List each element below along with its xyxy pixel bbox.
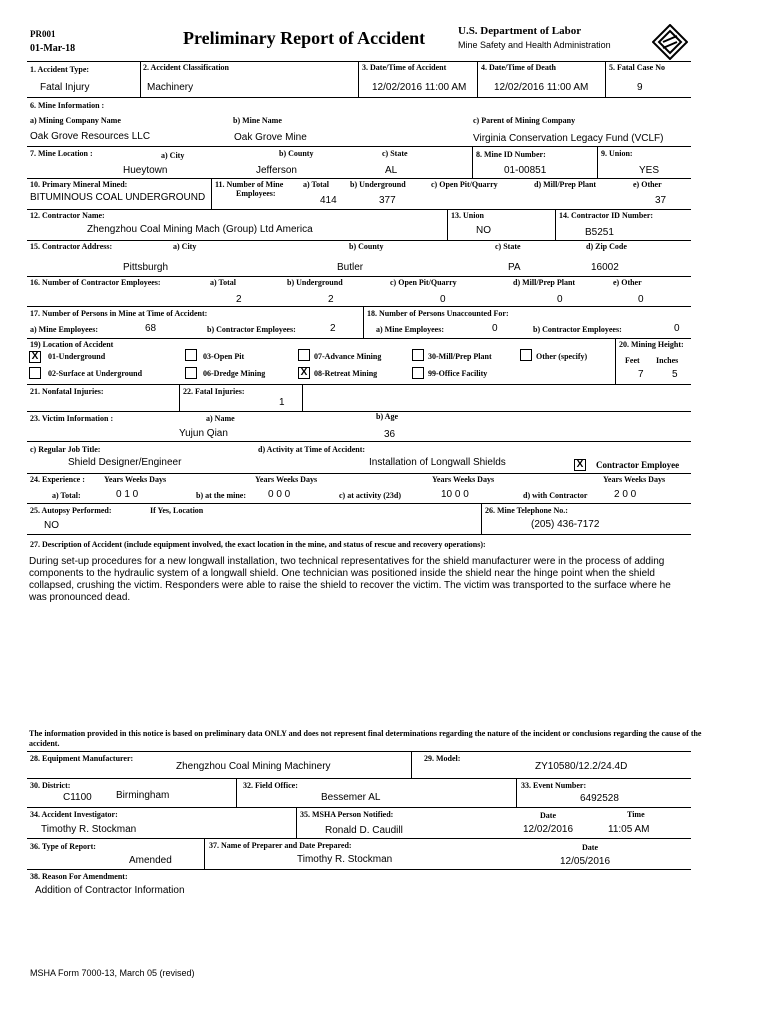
report-type-label: 36. Type of Report: <box>30 842 96 851</box>
model-value: ZY10580/12.2/24.4D <box>535 761 628 772</box>
c-zip-label: d) Zip Code <box>586 242 627 251</box>
fatal-injuries-label: 22. Fatal Injuries: <box>183 387 245 396</box>
event-number-label: 33. Event Number: <box>521 781 587 790</box>
emp-total-label: a) Total <box>303 180 330 189</box>
page-title: Preliminary Report of Accident <box>183 28 426 48</box>
accident-type-value: Fatal Injury <box>40 82 90 93</box>
c-mill-value: 0 <box>557 294 563 305</box>
parent-company-value: Virginia Conservation Legacy Fund (VCLF) <box>473 133 664 144</box>
mine-name-value: Oak Grove Mine <box>234 132 307 143</box>
loc-other-label: Other (specify) <box>536 352 588 361</box>
exp-mine-label: b) at the mine: <box>196 491 246 500</box>
accident-description: During set-up procedures for a new longwall installation, two technical representatives for the shield manufacturer were in the process of adding components to the hydraulic system of a longwall shield. One technician was positioned inside the shield near the hinge point when the shield collapsed, crushing the victim. Responders were able to raise the shield to recover the victim. The victim was transported to the surface where he was pronounced dead. <box>29 556 671 603</box>
loc-surface-label: 02-Surface at Underground <box>48 369 143 378</box>
loc-office-label: 99-Office Facility <box>428 369 488 378</box>
preparer-label: 37. Name of Preparer and Date Prepared: <box>209 841 352 850</box>
notified-time-value: 11:05 AM <box>608 824 650 835</box>
contractor-name-label: 12. Contractor Name: <box>30 211 105 220</box>
msha-person-label: 35. MSHA Person Notified: <box>300 810 394 819</box>
unacc-emp-value: 0 <box>492 323 498 334</box>
experience-label: 24. Experience : <box>30 475 85 484</box>
msha-person-value: Ronald D. Caudill <box>325 825 403 836</box>
loc-underground-checkbox[interactable]: X <box>29 351 41 363</box>
disclaimer-note: The information provided in this notice is based on preliminary data ONLY and does not represent final determinations regarding the nature of the incident or conclusions regarding the cause of the accident. <box>29 729 702 748</box>
district-label: 30. District: <box>30 781 71 790</box>
agency-subtitle: Mine Safety and Health Administration <box>458 40 611 50</box>
contractor-address-label: 15. Contractor Address: <box>30 242 113 251</box>
c-openpit-value: 0 <box>440 294 446 305</box>
accident-type-label: 1. Accident Type: <box>30 65 90 74</box>
unacc-contr-value: 0 <box>674 323 680 334</box>
inches-label: Inches <box>656 356 679 365</box>
loc-retreat-checkbox[interactable]: X <box>298 367 310 379</box>
mine-ywd-header: Years Weeks Days <box>255 475 318 484</box>
exp-mine-value: 0 0 0 <box>268 489 291 500</box>
notified-date-label: Date <box>540 811 556 820</box>
investigator-value: Timothy R. Stockman <box>41 824 137 835</box>
amend-reason-value: Addition of Contractor Information <box>35 885 185 896</box>
persons-in-mine-label: 17. Number of Persons in Mine at Time of Accident: <box>30 309 208 318</box>
activity-label: d) Activity at Time of Accident: <box>258 445 366 454</box>
num-employees-label-2: Employees: <box>236 189 276 198</box>
form-code: PR001 <box>30 29 56 39</box>
unacc-emp-label: a) Mine Employees: <box>376 325 444 334</box>
job-title-label: c) Regular Job Title: <box>30 445 101 454</box>
in-mine-emp-label: a) Mine Employees: <box>30 325 98 334</box>
mine-id-value: 01-00851 <box>504 165 547 176</box>
job-title-value: Shield Designer/Engineer <box>68 457 182 468</box>
district-code-value: C1100 <box>63 792 92 803</box>
c-mill-label: d) Mill/Prep Plant <box>513 278 576 287</box>
loc-advance-label: 07-Advance Mining <box>314 352 382 361</box>
accident-datetime-value: 12/02/2016 11:00 AM <box>372 82 467 93</box>
persons-unaccounted-label: 18. Number of Persons Unaccounted For: <box>367 309 509 318</box>
loc-dredge-checkbox[interactable] <box>185 367 197 379</box>
mine-phone-label: 26. Mine Telephone No.: <box>485 506 568 515</box>
mining-company-value: Oak Grove Resources LLC <box>30 131 151 142</box>
report-type-value: Amended <box>129 855 172 866</box>
c-total-value: 2 <box>236 294 242 305</box>
loc-mill-checkbox[interactable] <box>412 349 424 361</box>
total-ywd-header: Years Weeks Days <box>104 475 167 484</box>
fatal-case-value: 9 <box>637 82 643 93</box>
c-city-value: Pittsburgh <box>123 262 169 273</box>
exp-contractor-value: 2 0 0 <box>614 489 637 500</box>
c-state-label: c) State <box>495 242 521 251</box>
emp-other-value: 37 <box>655 195 667 206</box>
location-of-accident-label: 19) Location of Accident <box>30 340 114 349</box>
c-other-value: 0 <box>638 294 644 305</box>
manufacturer-label: 28. Equipment Manufacturer: <box>30 754 134 763</box>
emp-other-label: e) Other <box>633 180 662 189</box>
emp-ug-value: 377 <box>379 195 396 206</box>
in-mine-emp-value: 68 <box>145 323 157 334</box>
classification-label: 2. Accident Classification <box>143 63 229 72</box>
county-value: Jefferson <box>256 165 297 176</box>
loc-other-checkbox[interactable] <box>520 349 532 361</box>
notified-time-label: Time <box>627 810 645 819</box>
victim-name-value: Yujun Qian <box>179 428 228 439</box>
c-county-label: b) County <box>349 242 384 251</box>
form-date: 01-Mar-18 <box>30 43 76 54</box>
in-mine-contr-value: 2 <box>330 323 336 334</box>
contractor-employees-label: 16. Number of Contractor Employees: <box>30 278 161 287</box>
c-openpit-label: c) Open Pit/Quarry <box>390 278 457 287</box>
emp-total-value: 414 <box>320 195 337 206</box>
exp-contractor-label: d) with Contractor <box>523 491 588 500</box>
model-label: 29. Model: <box>424 754 461 763</box>
mine-location-label: 7. Mine Location : <box>30 149 93 158</box>
autopsy-location-label: If Yes, Location <box>150 506 204 515</box>
autopsy-label: 25. Autopsy Performed: <box>30 506 112 515</box>
num-employees-label: 11. Number of Mine <box>215 180 284 189</box>
mine-info-label: 6. Mine Information : <box>30 101 105 110</box>
contractor-union-value: NO <box>476 225 491 236</box>
c-county-value: Butler <box>337 262 364 273</box>
district-name-value: Birmingham <box>116 790 170 801</box>
autopsy-value: NO <box>44 520 59 531</box>
loc-underground-label: 01-Underground <box>48 352 106 361</box>
exp-activity-value: 10 0 0 <box>441 489 469 500</box>
contractor-name-value: Zhengzhou Coal Mining Mach (Group) Ltd America <box>87 224 313 235</box>
field-office-label: 32. Field Office: <box>243 781 298 790</box>
mining-height-label: 20. Mining Height: <box>619 340 684 349</box>
state-label: c) State <box>382 149 408 158</box>
loc-advance-checkbox[interactable] <box>298 349 310 361</box>
state-value: AL <box>385 165 398 176</box>
emp-openpit-label: c) Open Pit/Quarry <box>431 180 498 189</box>
height-feet-value: 7 <box>638 369 644 380</box>
contractor-id-value: B5251 <box>585 227 614 238</box>
union-value: YES <box>639 165 660 176</box>
emp-mill-label: d) Mill/Prep Plant <box>534 180 597 189</box>
notified-date-value: 12/02/2016 <box>523 824 574 835</box>
city-label: a) City <box>161 151 185 160</box>
emp-ug-label: b) Underground <box>350 180 406 189</box>
prepared-date-value: 12/05/2016 <box>560 856 611 867</box>
mineral-label: 10. Primary Mineral Mined: <box>30 180 128 189</box>
c-ug-value: 2 <box>328 294 334 305</box>
victim-age-label: b) Age <box>376 412 398 421</box>
c-zip-value: 16002 <box>591 262 619 273</box>
loc-office-checkbox[interactable] <box>412 367 424 379</box>
loc-openpit-checkbox[interactable] <box>185 349 197 361</box>
c-other-label: e) Other <box>613 278 642 287</box>
feet-label: Feet <box>625 356 640 365</box>
event-number-value: 6492528 <box>580 793 619 804</box>
death-datetime-value: 12/02/2016 11:00 AM <box>494 82 589 93</box>
mine-id-label: 8. Mine ID Number: <box>476 150 546 159</box>
victim-info-label: 23. Victim Information : <box>30 414 114 423</box>
exp-total-value: 0 1 0 <box>116 489 139 500</box>
loc-openpit-label: 03-Open Pit <box>203 352 245 361</box>
victim-name-label: a) Name <box>206 414 235 423</box>
c-city-label: a) City <box>173 242 197 251</box>
exp-activity-label: c) at activity (23d) <box>339 491 401 500</box>
mineral-value: BITUMINOUS COAL UNDERGROUND <box>30 192 206 203</box>
union-label: 9. Union: <box>601 149 633 158</box>
activity-ywd-header: Years Weeks Days <box>432 475 495 484</box>
contractor-ywd-header: Years Weeks Days <box>603 475 666 484</box>
parent-company-label: c) Parent of Mining Company <box>473 116 576 125</box>
city-value: Hueytown <box>123 165 168 176</box>
loc-mill-label: 30-Mill/Prep Plant <box>428 352 492 361</box>
loc-dredge-label: 06-Dredge Mining <box>203 369 266 378</box>
contractor-id-label: 14. Contractor ID Number: <box>559 211 654 220</box>
manufacturer-value: Zhengzhou Coal Mining Machinery <box>176 761 331 772</box>
activity-value: Installation of Longwall Shields <box>369 457 506 468</box>
c-ug-label: b) Underground <box>287 278 343 287</box>
form-footer: MSHA Form 7000-13, March 05 (revised) <box>30 968 195 978</box>
unacc-contr-label: b) Contractor Employees: <box>533 325 622 334</box>
c-total-label: a) Total <box>210 278 237 287</box>
mine-name-label: b) Mine Name <box>233 116 282 125</box>
nonfatal-injuries-label: 21. Nonfatal Injuries: <box>30 387 104 396</box>
victim-age-value: 36 <box>384 429 396 440</box>
field-office-value: Bessemer AL <box>321 792 381 803</box>
agency-name: U.S. Department of Labor <box>458 25 582 37</box>
amend-reason-label: 38. Reason For Amendment: <box>30 872 128 881</box>
accident-datetime-label: 3. Date/Time of Accident <box>362 63 447 72</box>
fatal-injuries-value: 1 <box>279 397 285 408</box>
county-label: b) County <box>279 149 314 158</box>
investigator-label: 34. Accident Investigator: <box>30 810 118 819</box>
height-inches-value: 5 <box>672 369 678 380</box>
description-label: 27. Description of Accident (include equipment involved, the exact location in the mine, and status of rescue and recovery operations): <box>30 540 486 549</box>
contractor-employee-label: Contractor Employee <box>596 460 680 470</box>
fatal-case-label: 5. Fatal Case No <box>609 63 665 72</box>
death-datetime-label: 4. Date/Time of Death <box>481 63 556 72</box>
loc-retreat-label: 08-Retreat Mining <box>314 369 378 378</box>
contractor-union-label: 13. Union <box>451 211 484 220</box>
msha-logo-icon <box>652 24 688 60</box>
exp-total-label: a) Total: <box>52 491 81 500</box>
classification-value: Machinery <box>147 82 194 93</box>
mine-phone-value: (205) 436-7172 <box>531 519 600 530</box>
prepared-date-label: Date <box>582 843 598 852</box>
mining-company-label: a) Mining Company Name <box>30 116 121 125</box>
c-state-value: PA <box>508 262 521 273</box>
preparer-value: Timothy R. Stockman <box>297 854 393 865</box>
in-mine-contr-label: b) Contractor Employees: <box>207 325 296 334</box>
loc-surface-checkbox[interactable] <box>29 367 41 379</box>
contractor-employee-checkbox[interactable]: X <box>574 459 586 471</box>
